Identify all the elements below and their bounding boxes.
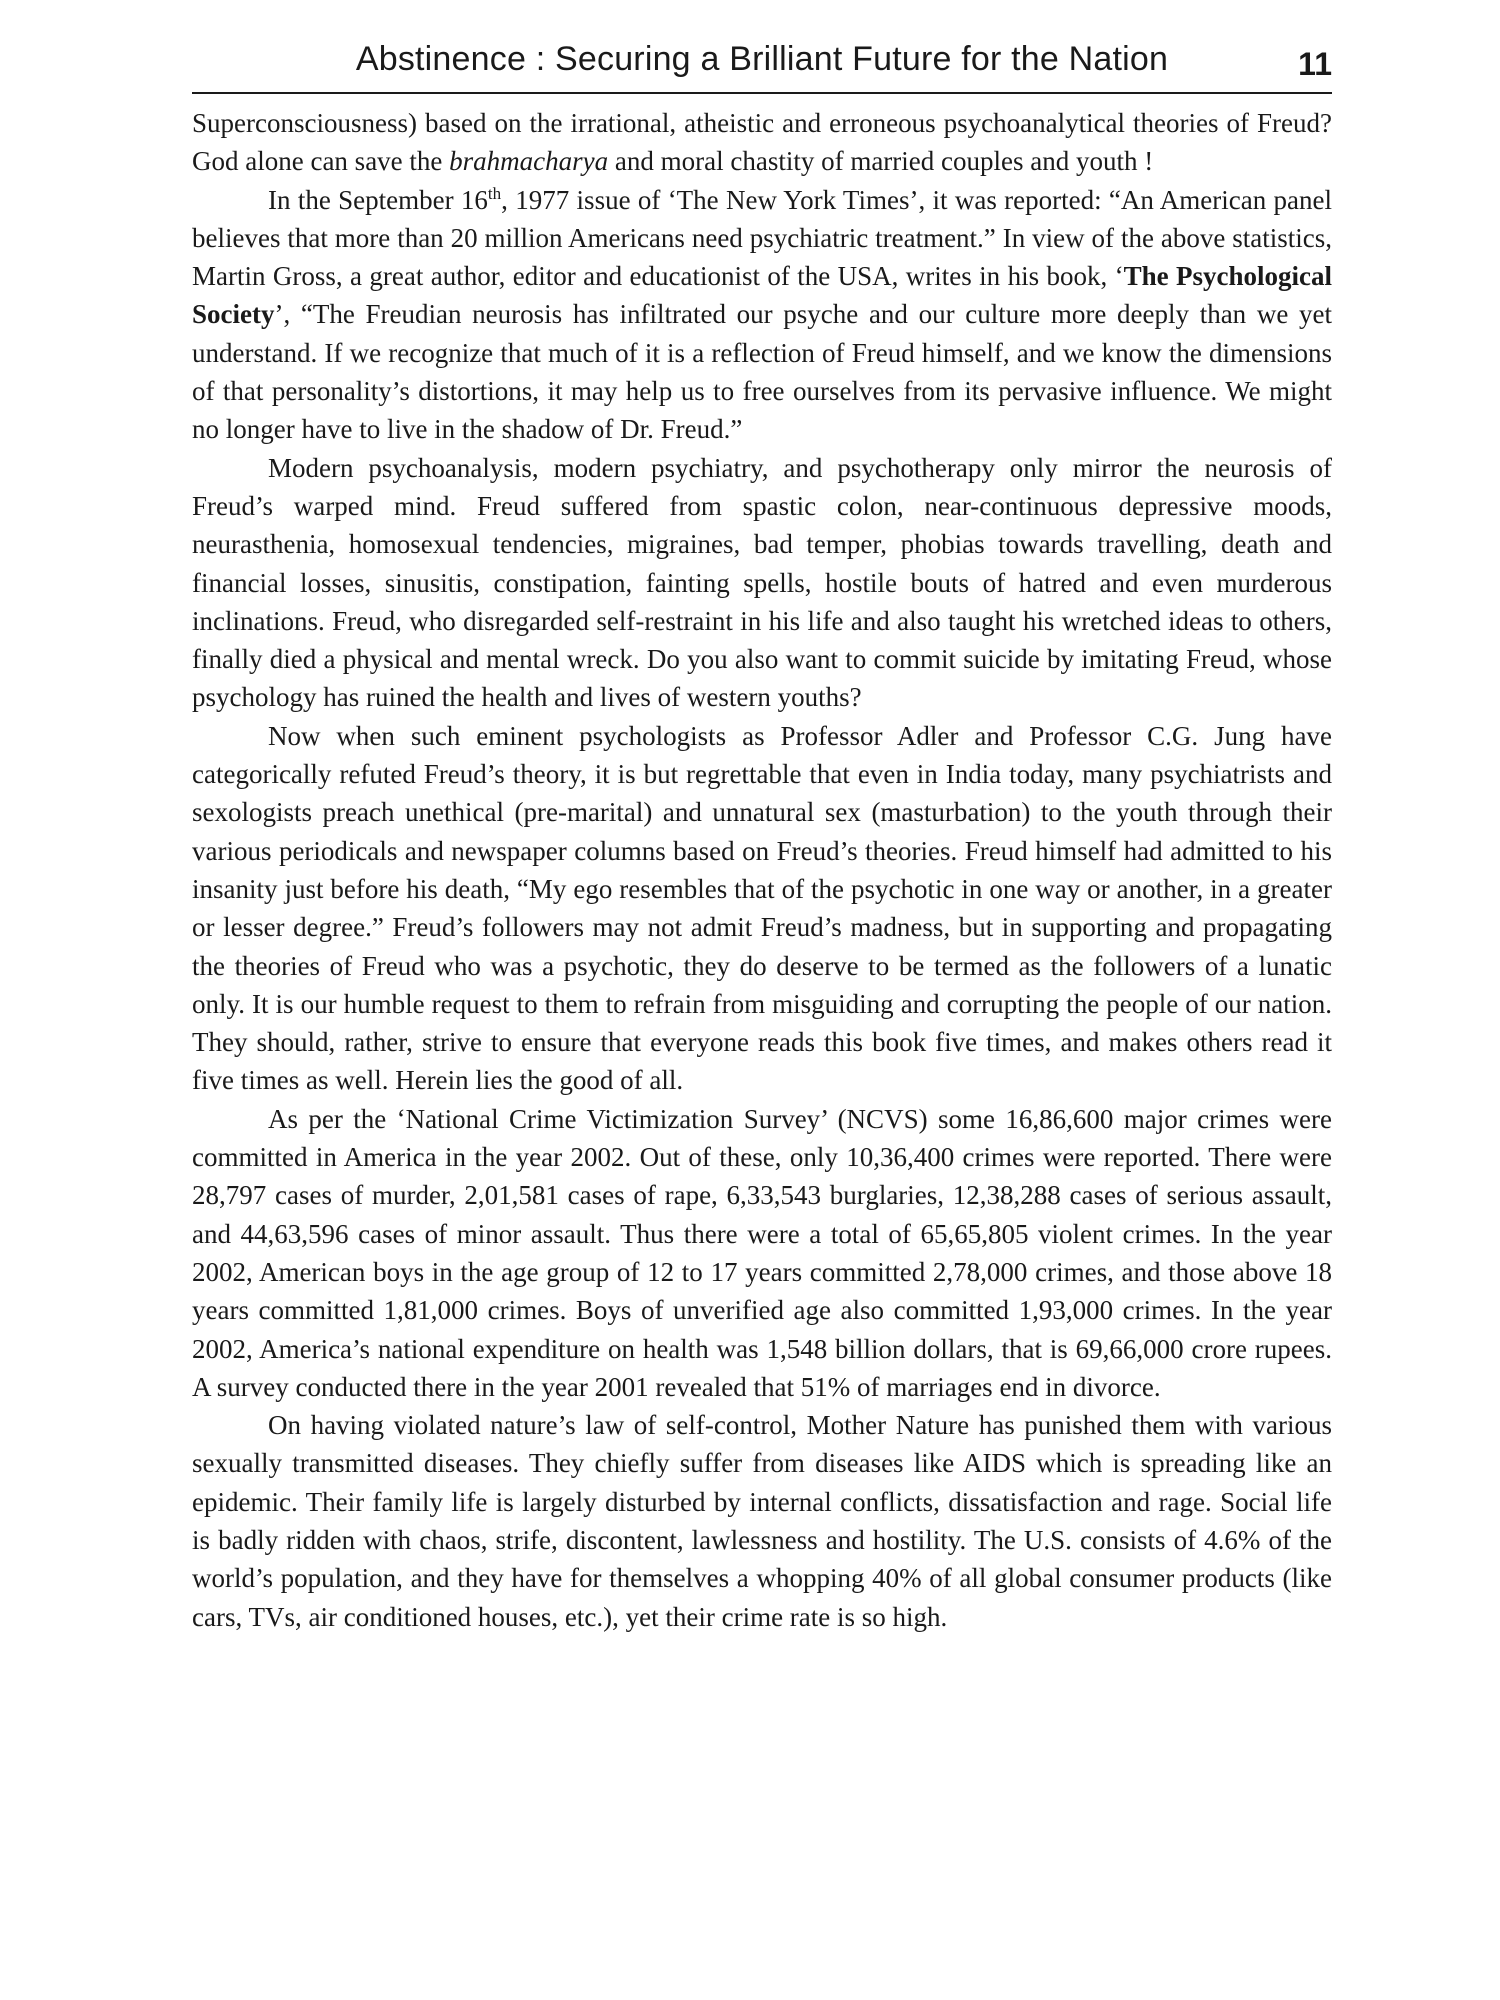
paragraph-2-superscript: th	[487, 183, 502, 203]
paragraph-ncvs-statistics: As per the ‘National Crime Victimization Survey’ (NCVS) some 16,86,600 major crimes were committed in America in the year 2002. Out of these, only 10,36,400 crimes were reported. There were 28,797 cases of murder, 2,01,581 cases of rape, 6,33,543 burglaries, 12,38,288 cases of serious assault, and 44,63,596 cases of minor assault. Thus there were a total of 65,65,805 violent crimes. In the year 2002, American boys in the age group of 12 to 17 years committed 2,78,000 crimes, and those above 18 years committed 1,81,000 crimes. Boys of unverified age also committed 1,93,000 crimes. In the year 2002, America’s national expenditure on health was 1,548 billion dollars, that is 69,66,000 crore rupees. A survey conducted there in the year 2001 revealed that 51% of marriages end in divorce.	[192, 1103, 1332, 1402]
paragraph-2-text-c: ’, “The Freudian neurosis has infiltrated our psyche and our culture more deeply than we yet understand. If we recognize that much of it is a reflection of Freud himself, and we know the dimensions of that personality’s distortions, it may help us to free ourselves from its pervasive influence. We might no longer have to live in the shadow of Dr. Freud.”	[192, 299, 1332, 445]
paragraph-new-york-times	[192, 181, 1332, 449]
running-header	[192, 40, 1332, 94]
paragraph-1-text-b: and moral chastity of married couples and youth !	[608, 146, 1154, 177]
paragraph-self-control: On having violated nature’s law of self-control, Mother Nature has punished them with various sexually transmitted diseases. They chiefly suffer from diseases like AIDS which is spreading like an epidemic. Their family life is largely disturbed by internal conflicts, dissatisfaction and rage. Social life is badly ridden with chaos, strife, discontent, lawlessness and hostility. The U.S. consists of 4.6% of the world’s population, and they have for themselves a whopping 40% of all global consumer products (like cars, TVs, air conditioned houses, etc.), yet their crime rate is so high.	[192, 1410, 1332, 1632]
page-number: 11	[1298, 46, 1332, 82]
paragraph-continuation	[192, 104, 1332, 181]
running-title: Abstinence : Securing a Brilliant Future for the Nation	[355, 40, 1169, 78]
paragraph-1-italic-term: brahmacharya	[449, 146, 609, 177]
paragraph-adler-jung: Now when such eminent psychologists as Professor Adler and Professor C.G. Jung have categorically refuted Freud’s theory, it is but regrettable that even in India today, many psychiatrists and sexologists preach unethical (pre-marital) and unnatural sex (masturbation) to the youth through their various periodicals and newspaper columns based on Freud’s theories. Freud himself had admitted to his insanity just before his death, “My ego resembles that of the psychotic in one way or another, in a greater or lesser degree.” Freud’s followers may not admit Freud’s madness, but in supporting and propagating the theories of Freud who was a psychotic, they do deserve to be termed as the followers of a lunatic only. It is our humble request to them to refrain from misguiding and corrupting the people of our nation. They should, rather, strive to ensure that everyone reads this book five times, and makes others read it five times as well. Herein lies the good of all.	[192, 720, 1332, 1096]
body-text	[192, 104, 1332, 1636]
paragraph-2-text-b: , 1977 issue of ‘The New York Times’, it was reported: “An American panel believes that more than 20 million Americans need psychiatric treatment.” In view of the above statistics, Martin Gross, a great author, editor and educationist of the USA, writes in his book, ‘	[192, 184, 1332, 292]
book-page	[192, 40, 1332, 1636]
paragraph-modern-psychoanalysis: Modern psychoanalysis, modern psychiatry, and psychotherapy only mirror the neurosis of Freud’s warped mind. Freud suffered from spastic colon, near-continuous depressive moods, neurasthenia, homosexual tendencies, migraines, bad temper, phobias towards travelling, death and financial losses, sinusitis, constipation, fainting spells, hostile bouts of hatred and even murderous inclinations. Freud, who disregarded self-restraint in his life and also taught his wretched ideas to others, finally died a physical and mental wreck. Do you also want to commit suicide by imitating Freud, whose psychology has ruined the health and lives of western youths?	[192, 452, 1332, 713]
paragraph-1-text-a: Superconsciousness) based on the irrational, atheistic and erroneous psychoanalytical theories of Freud? God alone can save the	[192, 108, 1332, 177]
paragraph-2-book-title: The Psychological Society	[192, 261, 1332, 330]
paragraph-2-text-a: In the September 16	[268, 184, 488, 215]
